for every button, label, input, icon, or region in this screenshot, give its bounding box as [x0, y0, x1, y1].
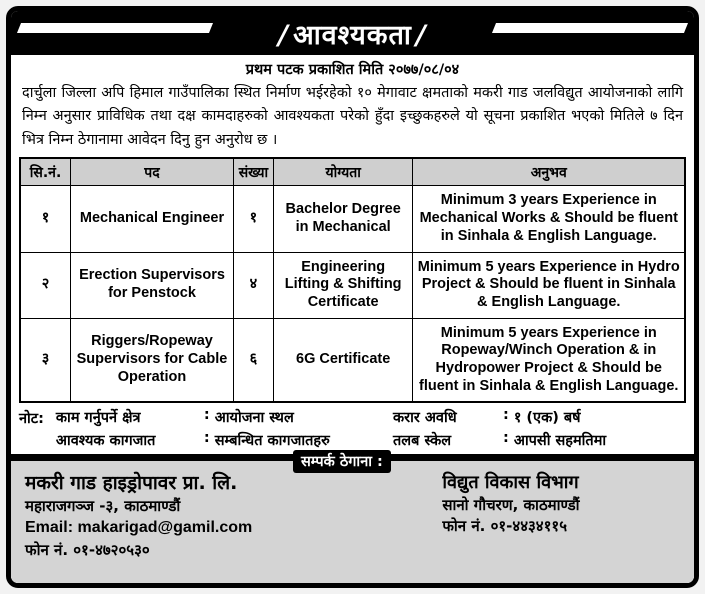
company-email[interactable]: Email: makarigad@gamil.com: [25, 519, 253, 537]
column-header-qualification: योग्यता: [273, 158, 413, 186]
banner-stripe-left: [17, 23, 213, 33]
note-key: तलब स्केल: [393, 433, 452, 450]
poster-frame: [6, 6, 699, 588]
company-name: मकरी गाड हाइड्रोपावर प्रा. लि.: [25, 472, 238, 495]
slash-right: /: [415, 19, 427, 51]
note-value: आयोजना स्थल: [214, 410, 294, 427]
note-colon: :: [503, 407, 509, 424]
table-header-row: [20, 158, 685, 186]
department-name: विद्युत विकास विभाग: [442, 472, 579, 494]
company-contact-block: [25, 471, 432, 577]
poster-body: [11, 55, 694, 583]
vacancy-table: [19, 157, 686, 403]
notes-columns: [48, 407, 684, 450]
note-item: [56, 407, 393, 427]
cell-number: ४: [233, 252, 273, 318]
note-value: आपसी सहमतिमा: [513, 433, 607, 450]
notes-column-right: [393, 407, 684, 450]
note-colon: :: [203, 407, 210, 424]
banner-stripe-right: [492, 23, 688, 33]
table-row: [20, 186, 685, 252]
note-colon: :: [203, 430, 210, 447]
note-key: आवश्यक कागजात: [55, 433, 156, 450]
cell-qualification: Engineering Lifting & Shifting Certificate: [273, 252, 413, 318]
slash-left: /: [278, 19, 290, 51]
cell-post: Erection Supervisors for Penstock: [71, 252, 234, 318]
note-key: काम गर्नुपर्ने क्षेत्र: [55, 410, 141, 427]
note-item: [393, 407, 684, 427]
notes-section: [11, 403, 694, 454]
company-phone: फोन नं. ०१-४७२०५३०: [25, 541, 150, 560]
page-title: [268, 15, 437, 52]
cell-qualification: 6G Certificate: [273, 318, 413, 402]
table-row: [20, 252, 685, 318]
contact-section: [11, 454, 694, 583]
cell-sn: १: [20, 186, 71, 252]
note-key: करार अवधि: [393, 410, 457, 427]
cell-sn: २: [20, 252, 71, 318]
column-header-post: पद: [71, 158, 234, 186]
title-banner: [11, 11, 694, 55]
notes-label: नोट:: [19, 411, 44, 428]
cell-experience: Minimum 5 years Experience in Ropeway/Winch Operation & in Hydropower Project & Should be fluent in Sinhala & English Language.: [413, 318, 685, 402]
note-value: १ (एक) बर्ष: [513, 410, 581, 427]
note-item: [56, 430, 393, 450]
department-address: सानो गौचरण, काठमाण्डौं: [442, 495, 580, 514]
intro-paragraph: [11, 81, 694, 157]
vacancy-table-wrapper: [11, 157, 694, 403]
note-colon: :: [503, 430, 509, 447]
column-header-sn: सि.नं.: [20, 158, 71, 186]
publication-date: प्रथम पटक प्रकाशित मिति २०७७/०८/०४: [245, 62, 460, 78]
cell-experience: Minimum 5 years Experience in Hydro Project & Should be fluent in Sinhala & English Language.: [413, 252, 685, 318]
note-item: [393, 430, 684, 450]
column-header-number: संख्या: [233, 158, 273, 186]
notes-column-left: [48, 407, 393, 450]
cell-experience: Minimum 3 years Experience in Mechanical Works & Should be fluent in Sinhala & English Language.: [413, 186, 685, 252]
department-phone: फोन नं. ०१-४४३४११५: [442, 517, 567, 536]
cell-sn: ३: [20, 318, 71, 402]
contact-address-badge: सम्पर्क ठेगाना :: [293, 450, 391, 473]
cell-qualification: Bachelor Degree in Mechanical: [273, 186, 413, 252]
column-header-experience: अनुभव: [413, 158, 685, 186]
table-row: [20, 318, 685, 402]
company-address: महाराजगञ्ज -३, काठमाण्डौं: [25, 497, 181, 516]
department-contact-block: [432, 471, 682, 577]
cell-post: Mechanical Engineer: [71, 186, 234, 252]
cell-number: १: [233, 186, 273, 252]
intro-text: दार्चुला जिल्ला अपि हिमाल गाउँपालिका स्थित निर्माण भईरहेको १० मेगावाट क्षमताको मकरी गाड जलविद्युत आयोजनाको लागि निम्न अनुसार प्राविधिक तथा दक्ष कामदाहरुको आवश्यकता परेको हुँदा इच्छुकहरुले यो सूचना प्रकाशित भएको मितिले ७ दिन भित्र निम्न ठेगानामा आवेदन दिनु हुन अनुरोध छ ।: [22, 85, 683, 148]
cell-post: Riggers/Ropeway Supervisors for Cable Operation: [71, 318, 234, 402]
cell-number: ६: [233, 318, 273, 402]
note-value: सम्बन्धित कागजातहरु: [214, 433, 330, 450]
title-text: आवश्यकता: [293, 19, 412, 51]
